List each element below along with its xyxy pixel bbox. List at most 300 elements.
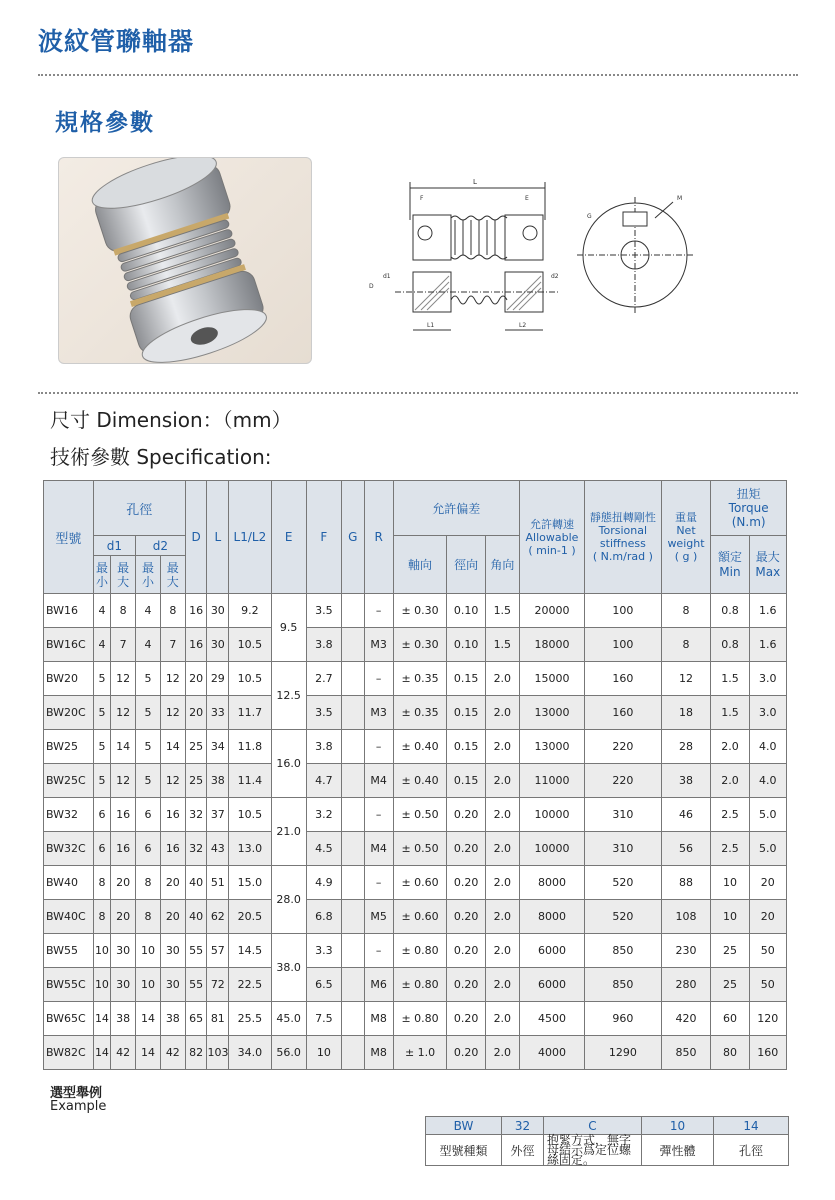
header-d2-max: 最大	[160, 556, 185, 594]
cell-d: 55	[185, 968, 207, 1002]
table-row	[44, 832, 787, 866]
cell-speed: 13000	[519, 730, 584, 764]
table-row	[44, 934, 787, 968]
cell-f: 3.5	[306, 594, 341, 628]
section-title: 規格參數	[55, 110, 155, 136]
cell-rated: 25	[711, 968, 749, 1002]
cell-d: 20	[185, 696, 207, 730]
cell-r: M4	[364, 764, 393, 798]
example-desc: 孔徑	[714, 1135, 789, 1166]
cell-model: BW25	[44, 730, 94, 764]
cell-weight: 12	[661, 662, 711, 696]
cell-model: BW40C	[44, 900, 94, 934]
cell-stiff: 310	[585, 798, 662, 832]
product-photo	[58, 157, 312, 364]
cell-d2max: 14	[160, 730, 185, 764]
cell-speed: 6000	[519, 968, 584, 1002]
cell-max: 20	[749, 900, 786, 934]
cell-r: M3	[364, 696, 393, 730]
cell-l: 38	[207, 764, 229, 798]
header-axial: 軸向	[393, 536, 447, 594]
cell-stiff: 520	[585, 900, 662, 934]
cell-d1min: 10	[93, 968, 111, 1002]
cell-angular: 2.0	[485, 866, 519, 900]
cell-speed: 6000	[519, 934, 584, 968]
cell-l1: 14.5	[229, 934, 271, 968]
cell-l: 34	[207, 730, 229, 764]
cell-axial: ± 0.80	[393, 934, 447, 968]
cell-max: 1.6	[749, 594, 786, 628]
table-row	[44, 900, 787, 934]
table-row	[44, 628, 787, 662]
cell-l: 103	[207, 1036, 229, 1070]
speed-zh: 允許轉速	[530, 517, 574, 531]
header-speed	[519, 481, 584, 594]
torque-zh: 扭矩	[736, 487, 761, 501]
cell-stiff: 160	[585, 662, 662, 696]
cell-r: M3	[364, 628, 393, 662]
cell-rated: 0.8	[711, 628, 749, 662]
cell-radial: 0.20	[447, 798, 485, 832]
cell-d1min: 6	[93, 798, 111, 832]
cell-radial: 0.15	[447, 696, 485, 730]
drawing-label-D: D	[369, 283, 374, 290]
cell-axial: ± 1.0	[393, 1036, 447, 1070]
cell-f: 3.8	[306, 730, 341, 764]
speed-unit: ( min-1 )	[528, 543, 576, 557]
cell-d: 40	[185, 900, 207, 934]
cell-d1max: 16	[111, 832, 136, 866]
spec-table-body	[44, 594, 787, 1070]
cell-stiff: 100	[585, 594, 662, 628]
cell-d1min: 4	[93, 594, 111, 628]
cell-radial: 0.15	[447, 730, 485, 764]
header-F: F	[306, 481, 341, 594]
cell-radial: 0.20	[447, 866, 485, 900]
torque-en: Torque	[728, 501, 769, 515]
cell-model: BW82C	[44, 1036, 94, 1070]
divider	[38, 392, 798, 394]
rated-en: Min	[719, 564, 741, 579]
cell-max: 4.0	[749, 764, 786, 798]
cell-angular: 2.0	[485, 1002, 519, 1036]
cell-d2min: 14	[136, 1002, 161, 1036]
stiffness-en1: Torsional	[598, 524, 648, 537]
cell-d: 40	[185, 866, 207, 900]
cell-weight: 28	[661, 730, 711, 764]
cell-model: BW16	[44, 594, 94, 628]
cell-model: BW16C	[44, 628, 94, 662]
table-row	[44, 730, 787, 764]
cell-d1max: 20	[111, 900, 136, 934]
cell-l1: 11.7	[229, 696, 271, 730]
cell-l: 81	[207, 1002, 229, 1036]
header-radial: 徑向	[447, 536, 485, 594]
cell-d1max: 12	[111, 662, 136, 696]
cell-e: 12.5	[271, 662, 306, 730]
cell-weight: 88	[661, 866, 711, 900]
cell-angular: 2.0	[485, 798, 519, 832]
cell-l1: 11.4	[229, 764, 271, 798]
cell-speed: 11000	[519, 764, 584, 798]
cell-model: BW55C	[44, 968, 94, 1002]
cell-rated: 2.0	[711, 730, 749, 764]
cell-angular: 2.0	[485, 832, 519, 866]
cell-axial: ± 0.50	[393, 798, 447, 832]
cell-d1min: 8	[93, 866, 111, 900]
cell-radial: 0.20	[447, 900, 485, 934]
divider	[38, 74, 798, 76]
cell-axial: ± 0.80	[393, 968, 447, 1002]
cell-g	[341, 968, 364, 1002]
cell-d: 16	[185, 628, 207, 662]
table-row	[44, 696, 787, 730]
header-rated	[711, 536, 749, 594]
cell-rated: 60	[711, 1002, 749, 1036]
max-zh: 最大	[755, 549, 780, 564]
drawing-label-L: L	[473, 178, 477, 186]
cell-d2max: 30	[160, 968, 185, 1002]
cell-weight: 850	[661, 1036, 711, 1070]
table-row	[44, 1036, 787, 1070]
cell-d1max: 20	[111, 866, 136, 900]
cell-d1max: 12	[111, 764, 136, 798]
cell-l1: 10.5	[229, 628, 271, 662]
cell-l1: 15.0	[229, 866, 271, 900]
cell-weight: 108	[661, 900, 711, 934]
cell-stiff: 850	[585, 968, 662, 1002]
cell-axial: ± 0.30	[393, 594, 447, 628]
cell-speed: 13000	[519, 696, 584, 730]
header-d1: d1	[93, 536, 135, 556]
cell-axial: ± 0.40	[393, 764, 447, 798]
cell-r: M5	[364, 900, 393, 934]
cell-f: 6.8	[306, 900, 341, 934]
header-bore: 孔徑	[93, 481, 185, 536]
header-d2: d2	[136, 536, 186, 556]
cell-axial: ± 0.40	[393, 730, 447, 764]
cell-g	[341, 1036, 364, 1070]
cell-model: BW20	[44, 662, 94, 696]
cell-axial: ± 0.80	[393, 1002, 447, 1036]
cell-g	[341, 764, 364, 798]
cell-max: 3.0	[749, 662, 786, 696]
cell-axial: ± 0.35	[393, 662, 447, 696]
cell-d2max: 20	[160, 900, 185, 934]
cell-speed: 8000	[519, 866, 584, 900]
cell-d1max: 42	[111, 1036, 136, 1070]
weight-en2: weight	[667, 537, 705, 550]
cell-stiff: 220	[585, 764, 662, 798]
cell-l1: 34.0	[229, 1036, 271, 1070]
cell-speed: 18000	[519, 628, 584, 662]
cell-max: 3.0	[749, 696, 786, 730]
cell-e: 9.5	[271, 594, 306, 662]
example-desc: 彈性體	[642, 1135, 714, 1166]
example-code: 10	[642, 1117, 714, 1135]
cell-l1: 10.5	[229, 798, 271, 832]
header-torque	[711, 481, 787, 536]
header-d1-min: 最小	[93, 556, 111, 594]
cell-angular: 2.0	[485, 764, 519, 798]
cell-d2min: 5	[136, 764, 161, 798]
example-desc: 抱緊方式，無字母結示爲定位螺絲固定。	[544, 1135, 642, 1166]
cell-max: 20	[749, 866, 786, 900]
example-code: C	[544, 1117, 642, 1135]
table-row	[44, 662, 787, 696]
cell-stiff: 220	[585, 730, 662, 764]
cell-d2max: 12	[160, 662, 185, 696]
cell-r: –	[364, 866, 393, 900]
cell-angular: 2.0	[485, 662, 519, 696]
cell-l1: 25.5	[229, 1002, 271, 1036]
cell-stiff: 160	[585, 696, 662, 730]
cell-model: BW32	[44, 798, 94, 832]
cell-stiff: 850	[585, 934, 662, 968]
cell-d2min: 8	[136, 866, 161, 900]
example-label-en: Example	[50, 1099, 107, 1114]
cell-d2min: 8	[136, 900, 161, 934]
example-code: BW	[426, 1117, 502, 1135]
cell-d2min: 10	[136, 934, 161, 968]
table-row	[44, 594, 787, 628]
cell-axial: ± 0.60	[393, 866, 447, 900]
cell-rated: 10	[711, 900, 749, 934]
stiffness-en2: stiffness	[599, 537, 646, 550]
cell-speed: 8000	[519, 900, 584, 934]
cell-d: 16	[185, 594, 207, 628]
cell-weight: 230	[661, 934, 711, 968]
header-E: E	[271, 481, 306, 594]
cell-d: 32	[185, 798, 207, 832]
page-title: 波紋管聯軸器	[38, 27, 195, 56]
cell-g	[341, 594, 364, 628]
cell-stiff: 310	[585, 832, 662, 866]
cell-weight: 8	[661, 628, 711, 662]
cell-l1: 9.2	[229, 594, 271, 628]
cell-weight: 38	[661, 764, 711, 798]
cell-d1min: 5	[93, 696, 111, 730]
cell-g	[341, 900, 364, 934]
cell-axial: ± 0.50	[393, 832, 447, 866]
cell-d2min: 5	[136, 662, 161, 696]
cell-d2min: 10	[136, 968, 161, 1002]
cell-d2min: 5	[136, 696, 161, 730]
cell-e: 16.0	[271, 730, 306, 798]
cell-r: M8	[364, 1002, 393, 1036]
cell-l: 72	[207, 968, 229, 1002]
cell-model: BW32C	[44, 832, 94, 866]
cell-rated: 2.0	[711, 764, 749, 798]
table-row	[44, 968, 787, 1002]
cell-f: 3.8	[306, 628, 341, 662]
cell-l: 30	[207, 628, 229, 662]
cell-weight: 8	[661, 594, 711, 628]
cell-e: 38.0	[271, 934, 306, 1002]
spec-table	[43, 480, 787, 1070]
cell-max: 5.0	[749, 832, 786, 866]
cell-d2max: 7	[160, 628, 185, 662]
cell-g	[341, 866, 364, 900]
cell-weight: 280	[661, 968, 711, 1002]
table-row	[44, 866, 787, 900]
cell-rated: 1.5	[711, 662, 749, 696]
table-row	[44, 798, 787, 832]
torque-unit: (N.m)	[731, 515, 766, 529]
cell-model: BW25C	[44, 764, 94, 798]
cell-radial: 0.10	[447, 594, 485, 628]
table-row	[44, 764, 787, 798]
cell-speed: 4500	[519, 1002, 584, 1036]
drawing-label-F: F	[420, 195, 424, 202]
cell-e: 21.0	[271, 798, 306, 866]
cell-rated: 10	[711, 866, 749, 900]
header-D: D	[185, 481, 207, 594]
cell-radial: 0.15	[447, 662, 485, 696]
header-stiffness	[585, 481, 662, 594]
cell-l1: 13.0	[229, 832, 271, 866]
table-row	[44, 1002, 787, 1036]
cell-d2max: 12	[160, 764, 185, 798]
cell-radial: 0.15	[447, 764, 485, 798]
cell-d1max: 7	[111, 628, 136, 662]
cell-d2max: 16	[160, 832, 185, 866]
cell-g	[341, 1002, 364, 1036]
cell-radial: 0.20	[447, 934, 485, 968]
cell-weight: 56	[661, 832, 711, 866]
cell-f: 4.5	[306, 832, 341, 866]
cell-l: 37	[207, 798, 229, 832]
cell-d2max: 42	[160, 1036, 185, 1070]
cell-max: 1.6	[749, 628, 786, 662]
cell-d2min: 5	[136, 730, 161, 764]
cell-rated: 25	[711, 934, 749, 968]
cell-max: 50	[749, 968, 786, 1002]
cell-speed: 10000	[519, 798, 584, 832]
cell-d2min: 4	[136, 628, 161, 662]
speed-en: Allowable	[525, 530, 579, 544]
technical-drawing	[355, 160, 755, 370]
cell-d: 55	[185, 934, 207, 968]
cell-rated: 2.5	[711, 798, 749, 832]
weight-en1: Net	[676, 524, 696, 537]
header-model: 型號	[44, 481, 94, 594]
cell-speed: 10000	[519, 832, 584, 866]
cell-d1min: 6	[93, 832, 111, 866]
cell-f: 10	[306, 1036, 341, 1070]
example-desc: 型號種類	[426, 1135, 502, 1166]
cell-d2max: 38	[160, 1002, 185, 1036]
cell-d: 65	[185, 1002, 207, 1036]
cell-e: 28.0	[271, 866, 306, 934]
header-L: L	[207, 481, 229, 594]
cell-f: 4.9	[306, 866, 341, 900]
cell-angular: 2.0	[485, 968, 519, 1002]
cell-d2max: 20	[160, 866, 185, 900]
cell-l: 33	[207, 696, 229, 730]
cell-f: 2.7	[306, 662, 341, 696]
cell-max: 120	[749, 1002, 786, 1036]
cell-d2max: 30	[160, 934, 185, 968]
cell-d2min: 14	[136, 1036, 161, 1070]
cell-stiff: 520	[585, 866, 662, 900]
cell-weight: 18	[661, 696, 711, 730]
cell-g	[341, 628, 364, 662]
cell-r: –	[364, 798, 393, 832]
drawing-label-M: M	[677, 195, 683, 202]
drawing-label-G: G	[587, 213, 592, 220]
cell-l1: 22.5	[229, 968, 271, 1002]
cell-d: 32	[185, 832, 207, 866]
header-G: G	[341, 481, 364, 594]
cell-d1max: 16	[111, 798, 136, 832]
cell-weight: 420	[661, 1002, 711, 1036]
cell-l1: 10.5	[229, 662, 271, 696]
cell-model: BW65C	[44, 1002, 94, 1036]
cell-l: 43	[207, 832, 229, 866]
example-code: 32	[502, 1117, 544, 1135]
cell-f: 3.2	[306, 798, 341, 832]
cell-angular: 2.0	[485, 1036, 519, 1070]
cell-stiff: 960	[585, 1002, 662, 1036]
cell-axial: ± 0.60	[393, 900, 447, 934]
cell-rated: 0.8	[711, 594, 749, 628]
cell-r: –	[364, 730, 393, 764]
cell-g	[341, 832, 364, 866]
example-desc: 外徑	[502, 1135, 544, 1166]
header-weight	[661, 481, 711, 594]
cell-g	[341, 730, 364, 764]
bellows-coupling-image	[59, 158, 311, 363]
dimension-label: 尺寸 Dimension：（mm）	[50, 408, 292, 432]
cell-d: 20	[185, 662, 207, 696]
cell-d2min: 6	[136, 832, 161, 866]
header-d1-max: 最大	[111, 556, 136, 594]
cell-angular: 2.0	[485, 730, 519, 764]
cell-f: 7.5	[306, 1002, 341, 1036]
header-d2-min: 最小	[136, 556, 161, 594]
cell-angular: 1.5	[485, 594, 519, 628]
cell-speed: 20000	[519, 594, 584, 628]
cell-d1max: 14	[111, 730, 136, 764]
cell-rated: 80	[711, 1036, 749, 1070]
cell-g	[341, 662, 364, 696]
cell-model: BW40	[44, 866, 94, 900]
cell-l1: 11.8	[229, 730, 271, 764]
cell-l: 62	[207, 900, 229, 934]
cell-r: M8	[364, 1036, 393, 1070]
cell-l: 30	[207, 594, 229, 628]
cell-d1max: 12	[111, 696, 136, 730]
cell-speed: 4000	[519, 1036, 584, 1070]
cell-l: 29	[207, 662, 229, 696]
cell-d1min: 14	[93, 1002, 111, 1036]
cell-axial: ± 0.35	[393, 696, 447, 730]
drawing-label-L2: L2	[519, 322, 527, 329]
weight-unit: ( g )	[674, 550, 698, 563]
cell-r: –	[364, 662, 393, 696]
cell-d1min: 8	[93, 900, 111, 934]
rated-zh: 額定	[717, 549, 742, 564]
drawing-label-d2: d2	[551, 273, 559, 280]
cell-radial: 0.20	[447, 968, 485, 1002]
cell-max: 160	[749, 1036, 786, 1070]
cell-d1min: 10	[93, 934, 111, 968]
cell-d1min: 4	[93, 628, 111, 662]
cell-d2min: 4	[136, 594, 161, 628]
example-code: 14	[714, 1117, 789, 1135]
cell-radial: 0.10	[447, 628, 485, 662]
